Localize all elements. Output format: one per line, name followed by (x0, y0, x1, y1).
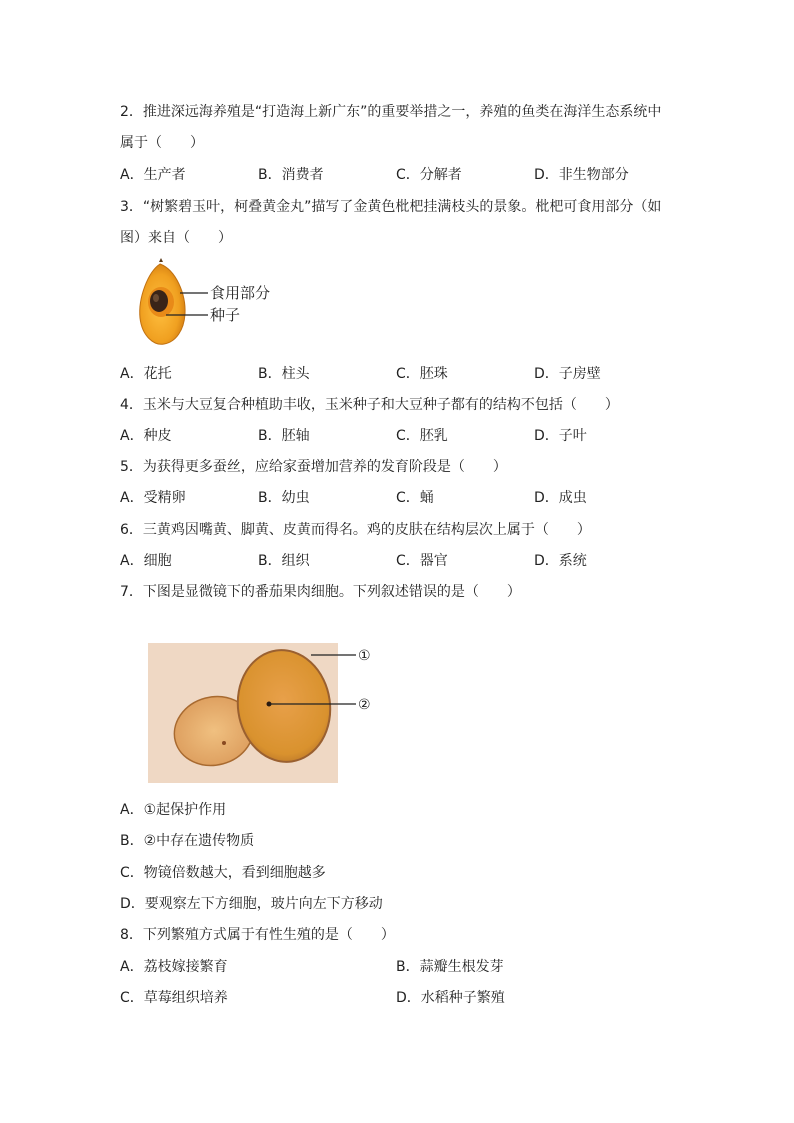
q5-stem: 5．为获得更多蚕丝，应给家蚕增加营养的发育阶段是（ ） (120, 459, 507, 475)
q4-option-b[interactable]: B．胚轴 (258, 428, 310, 444)
q3-option-a[interactable]: A．花托 (120, 366, 172, 382)
loquat-stem-shape (159, 258, 163, 262)
q8-option-b[interactable]: B．蒜瓣生根发芽 (396, 959, 504, 975)
q2-stem-line1: 2．推进深远海养殖是“打造海上新广东”的重要举措之一，养殖的鱼类在海洋生态系统中 (120, 104, 662, 120)
seed-shape (150, 290, 168, 312)
q4-option-d[interactable]: D．子叶 (534, 428, 587, 444)
seed-label: 种子 (210, 306, 241, 324)
q2-option-c[interactable]: C．分解者 (396, 167, 462, 183)
q3-option-b[interactable]: B．柱头 (258, 366, 310, 382)
q2-option-d[interactable]: D．非生物部分 (534, 167, 629, 183)
q6-stem: 6．三黄鸡因嘴黄、脚黄、皮黄而得名。鸡的皮肤在结构层次上属于（ ） (120, 522, 591, 538)
q7-option-a[interactable]: A．①起保护作用 (120, 802, 227, 818)
q6-option-a[interactable]: A．细胞 (120, 553, 172, 569)
q3-option-d[interactable]: D．子房壁 (534, 366, 601, 382)
q3-stem-line1: 3．“树繁碧玉叶，柯叠黄金丸”描写了金黄色枇杷挂满枝头的景象。枇杷可食用部分（如 (120, 199, 662, 215)
q8-option-d[interactable]: D．水稻种子繁殖 (396, 990, 505, 1006)
q6-option-c[interactable]: C．器官 (396, 553, 448, 569)
q2-stem-line2: 属于（ ） (120, 135, 204, 151)
q5-option-a[interactable]: A．受精卵 (120, 490, 186, 506)
label-2: ② (358, 697, 371, 713)
q7-option-c[interactable]: C．物镜倍数越大，看到细胞越多 (120, 865, 326, 881)
q2-option-a[interactable]: A．生产者 (120, 167, 186, 183)
q8-option-c[interactable]: C．草莓组织培养 (120, 990, 228, 1006)
q8-option-a[interactable]: A．荔枝嫁接繁育 (120, 959, 228, 975)
q3-option-c[interactable]: C．胚珠 (396, 366, 448, 382)
tomato-cell-micrograph (148, 643, 380, 783)
q4-option-c[interactable]: C．胚乳 (396, 428, 448, 444)
q6-option-d[interactable]: D．系统 (534, 553, 587, 569)
q5-option-c[interactable]: C．蛹 (396, 490, 434, 506)
q4-option-a[interactable]: A．种皮 (120, 428, 172, 444)
q7-stem: 7．下图是显微镜下的番茄果肉细胞。下列叙述错误的是（ ） (120, 584, 521, 600)
q7-option-d[interactable]: D．要观察左下方细胞，玻片向左下方移动 (120, 896, 383, 912)
q5-option-d[interactable]: D．成虫 (534, 490, 587, 506)
q3-stem-line2: 图）来自（ ） (120, 230, 232, 246)
q2-option-b[interactable]: B．消费者 (258, 167, 324, 183)
label-1: ① (358, 648, 371, 664)
loquat-figure (130, 258, 280, 350)
q5-option-b[interactable]: B．幼虫 (258, 490, 310, 506)
q8-stem: 8．下列繁殖方式属于有性生殖的是（ ） (120, 927, 395, 943)
q4-stem: 4．玉米与大豆复合种植助丰收，玉米种子和大豆种子都有的结构不包括（ ） (120, 397, 619, 413)
edible-part-label: 食用部分 (210, 284, 271, 302)
q6-option-b[interactable]: B．组织 (258, 553, 310, 569)
q7-option-b[interactable]: B．②中存在遗传物质 (120, 833, 255, 849)
